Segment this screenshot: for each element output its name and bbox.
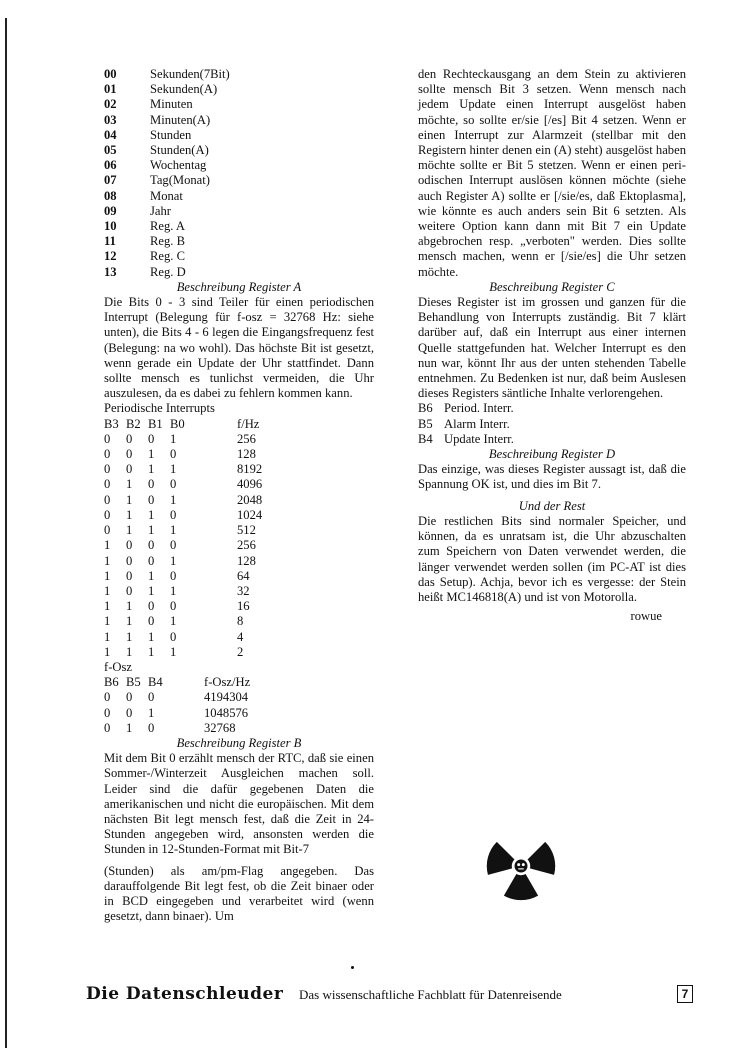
- table-cell: 1: [170, 583, 177, 598]
- register-number: 10: [104, 219, 117, 234]
- table-cell: 1: [126, 507, 133, 522]
- table-cell: 0: [104, 431, 111, 446]
- table-header-cell: B4: [148, 675, 163, 690]
- table-cell: 0: [170, 568, 177, 583]
- table-cell: 0: [104, 720, 111, 735]
- radiation-trefoil-skull-icon: [484, 828, 558, 904]
- table-cell: 0: [148, 720, 155, 735]
- table-cell: 0: [170, 599, 177, 614]
- table-cell: 1: [148, 447, 155, 462]
- table-cell: 0: [104, 690, 111, 705]
- register-row: [104, 173, 374, 188]
- table-cell: 0: [148, 431, 155, 446]
- register-name: Reg. C: [150, 249, 185, 264]
- table-cell: 1: [126, 599, 133, 614]
- register-row: [104, 219, 374, 234]
- register-name: Jahr: [150, 203, 171, 218]
- register-number: 09: [104, 203, 117, 218]
- register-number: 00: [104, 67, 117, 81]
- table-cell: 0: [126, 447, 133, 462]
- register-c-bits: [418, 401, 686, 447]
- table-cell: 0: [126, 583, 133, 598]
- register-row: [104, 82, 374, 97]
- register-list: [104, 67, 374, 280]
- table-cell: 0: [104, 507, 111, 522]
- register-number: 11: [104, 234, 116, 249]
- table-cell: 1: [104, 538, 111, 553]
- page-margin-rule: [5, 18, 7, 1048]
- table-cell: 0: [126, 431, 133, 446]
- table-cell: 1: [148, 523, 155, 538]
- register-number: 01: [104, 82, 117, 97]
- register-name: Minuten(A): [150, 112, 211, 127]
- table-cell: 0: [170, 629, 177, 644]
- table-cell: 4096: [237, 477, 263, 492]
- register-name: Monat: [150, 188, 183, 203]
- table-cell: 16: [237, 599, 250, 614]
- register-row: [104, 67, 374, 82]
- periodic-interrupts-table: [104, 417, 374, 660]
- table-cell: 1: [126, 614, 133, 629]
- table-cell: 1024: [237, 507, 263, 522]
- table-cell: 0: [148, 553, 155, 568]
- stray-dot: [351, 966, 354, 969]
- register-number: 08: [104, 188, 117, 203]
- interrupt-flag-row: [418, 417, 686, 432]
- register-d-text: Das einzige, was dieses Register aussagt ist, daß die Spannung OK ist, und dies im Bit 7.: [418, 462, 686, 492]
- table-cell: 0: [126, 705, 133, 720]
- table-cell: 256: [237, 538, 256, 553]
- table-header-cell: f-Osz/Hz: [204, 675, 251, 690]
- table-cell: 0: [148, 690, 155, 705]
- table-cell: 1: [170, 462, 177, 477]
- table-header-cell: f/Hz: [237, 416, 260, 431]
- table-cell: 0: [170, 538, 177, 553]
- table-cell: 0: [170, 477, 177, 492]
- table-header-cell: B5: [126, 675, 141, 690]
- table-cell: 1: [148, 629, 155, 644]
- register-name: Tag(Monat): [150, 173, 210, 188]
- author-signature: rowue: [630, 609, 662, 624]
- table-cell: 8: [237, 614, 244, 629]
- table-cell: 64: [237, 568, 250, 583]
- flag-bit: B5: [418, 416, 433, 431]
- table-cell: 1: [148, 705, 155, 720]
- register-c-text: Dieses Register ist im grossen und ganzen für die Behandlung von Interrupts zuständig. Bit 7 klärt darüber auf, daß ein Interrupt aus einer internen Quelle stattgefunden hat. Welcher Interrupt es den nun war, könnt Ihr aus der unten stehenden Tabelle entnehmen. Zu Bedenken ist nur, daß beim Auslesen dieses Registers säntliche Inhalte verlorengehen.: [418, 295, 686, 401]
- table-cell: 1: [170, 492, 177, 507]
- register-name: Stunden(A): [150, 143, 209, 158]
- table-cell: 0: [148, 614, 155, 629]
- table-cell: 1: [148, 568, 155, 583]
- flag-label: Period. Interr.: [444, 401, 514, 416]
- register-name: Sekunden(A): [150, 82, 218, 97]
- table-cell: 1: [170, 553, 177, 568]
- table-cell: 4194304: [204, 690, 249, 705]
- table-cell: 8192: [237, 462, 263, 477]
- table-cell: 256: [237, 431, 256, 446]
- table-cell: 0: [148, 599, 155, 614]
- table-cell: 0: [170, 507, 177, 522]
- register-row: [104, 234, 374, 249]
- register-row: [104, 143, 374, 158]
- table-cell: 1: [126, 720, 133, 735]
- publication-tagline: Das wissenschaftliche Fachblatt für Datenreisende: [299, 987, 562, 1002]
- table-cell: 1048576: [204, 705, 249, 720]
- register-b-text-part2: (Stunden) als am/pm-Flag angegeben. Das darauffolgende Bit legt fest, ob die Zeit binaer oder in BCD eingegeben und verarbeitet wird (wenn gesetzt, dann binaer). Um: [104, 863, 374, 924]
- register-name: Stunden: [150, 127, 192, 142]
- register-name: Reg. A: [150, 219, 185, 234]
- table-cell: 1: [104, 553, 111, 568]
- table-cell: 0: [126, 568, 133, 583]
- right-column: [418, 67, 686, 624]
- register-row: [104, 204, 374, 219]
- table-cell: 0: [170, 447, 177, 462]
- table-cell: 0: [126, 462, 133, 477]
- osz-title: f-Osz: [104, 659, 132, 674]
- register-row: [104, 249, 374, 264]
- register-row: [104, 265, 374, 280]
- table-cell: 2048: [237, 492, 263, 507]
- register-number: 02: [104, 97, 117, 112]
- register-number: 03: [104, 112, 117, 127]
- page-number: 7: [677, 985, 693, 1003]
- register-number: 13: [104, 264, 117, 279]
- register-b-text-part1: Mit dem Bit 0 erzählt mensch der RTC, daß sie einen Sommer-/Winterzeit Ausgleichen machen soll. Leider sind die dafür gegebenen Daten die amerikanischen und nicht die europäischen. Mit dem nächsten Bit legt mensch fest, daß die Zeit in 24-Stunden angegeben wird, ansonsten werden die Stunden in 12-Stunden-Format mit Bit-7: [104, 751, 374, 857]
- register-a-text: Die Bits 0 - 3 sind Teiler für einen periodischen Interrupt (Belegung für f-osz = 32768 Hz: siehe unten), die Bits 4 - 6 legen die Eingangsfrequenz fest (Belegung: na wo wohl). Das höchste Bit ist gesetzt, wenn gerade ein Update der Uhr stattfindet. Dann sollte mensch es tunlichst vermeiden, die Uhr auszulesen, da es dabei zu fehlern kommen kann.: [104, 295, 374, 401]
- table-cell: 1: [104, 644, 111, 659]
- table-header-cell: B1: [148, 416, 163, 431]
- register-name: Reg. B: [150, 234, 185, 249]
- table-header-cell: B0: [170, 416, 185, 431]
- table-cell: 0: [148, 538, 155, 553]
- register-number: 04: [104, 127, 117, 142]
- interrupt-flag-row: [418, 401, 686, 416]
- register-row: [104, 158, 374, 173]
- table-cell: 0: [126, 690, 133, 705]
- register-number: 07: [104, 173, 117, 188]
- table-cell: 0: [126, 553, 133, 568]
- table-cell: 1: [104, 629, 111, 644]
- table-cell: 0: [104, 462, 111, 477]
- table-cell: 1: [126, 644, 133, 659]
- table-cell: 1: [170, 644, 177, 659]
- table-cell: 1: [170, 431, 177, 446]
- table-cell: 1: [148, 462, 155, 477]
- register-a-heading: Beschreibung Register A: [176, 279, 302, 294]
- flag-label: Update Interr.: [444, 431, 514, 446]
- table-cell: 1: [148, 644, 155, 659]
- table-cell: 1: [170, 614, 177, 629]
- table-cell: 1: [104, 583, 111, 598]
- table-cell: 1: [104, 614, 111, 629]
- register-number: 12: [104, 249, 117, 264]
- table-header-cell: B3: [104, 416, 119, 431]
- flag-bit: B4: [418, 431, 433, 446]
- table-cell: 1: [104, 568, 111, 583]
- table-cell: 1: [126, 492, 133, 507]
- table-cell: 512: [237, 523, 256, 538]
- table-cell: 0: [148, 492, 155, 507]
- table-cell: 1: [126, 477, 133, 492]
- register-b-heading: Beschreibung Register B: [176, 735, 302, 750]
- table-cell: 1: [126, 523, 133, 538]
- table-cell: 0: [104, 705, 111, 720]
- table-cell: 1: [126, 629, 133, 644]
- register-row: [104, 128, 374, 143]
- table-cell: 0: [148, 477, 155, 492]
- register-row: [104, 189, 374, 204]
- table-cell: 1: [148, 583, 155, 598]
- table-cell: 0: [104, 523, 111, 538]
- table-cell: 4: [237, 629, 244, 644]
- register-row: [104, 113, 374, 128]
- rest-heading: Und der Rest: [518, 498, 586, 513]
- page-footer: [86, 984, 696, 1008]
- table-header-cell: B6: [104, 675, 119, 690]
- publication-brand: Die Datenschleuder: [86, 984, 284, 1004]
- table-cell: 32768: [204, 720, 236, 735]
- table-cell: 1: [148, 507, 155, 522]
- table-cell: 1: [104, 599, 111, 614]
- table-cell: 128: [237, 447, 256, 462]
- osz-table: [104, 675, 374, 736]
- table-cell: 0: [126, 538, 133, 553]
- register-number: 06: [104, 158, 117, 173]
- register-d-heading: Beschreibung Register D: [488, 447, 616, 462]
- register-c-heading: Beschreibung Register C: [489, 279, 615, 294]
- flag-bit: B6: [418, 401, 433, 416]
- table-cell: 32: [237, 583, 250, 598]
- register-number: 05: [104, 143, 117, 158]
- register-name: Wochentag: [150, 158, 207, 173]
- register-b-continued: den Rechteckausgang an dem Stein zu aktivieren sollte mensch Bit 3 setzen. Wenn mensch nach jedem Update einen Interrupt ausgelöst haben möchte, so sollte er/sie [/es] Bit 4 setzen. Wenn er einen Interrupt zur Alarmzeit (stellbar mit den Registern hinter denen ein (A) steht) ausgelöst haben möchte sollte er Bit 5 stetzen. Wenn er einen periodischen Interrupt auslösen können möchte (siehe auch Register A) sollte er [/sie/es, daß Ektoplasma], wie könnte es auch anders sein Bit 6 setzten. Als weitere Option kann dann mit Bit 7 ein Update abgebrochen resp. „verboten" werden. Dies sollte mensch machen, wenn er [/sie/es] die Uhr setzen möchte.: [418, 67, 686, 279]
- table-header-cell: B2: [126, 416, 141, 431]
- register-name: Sekunden(7Bit): [150, 67, 230, 81]
- table-cell: 128: [237, 553, 256, 568]
- table-cell: 0: [104, 447, 111, 462]
- register-name: Reg. D: [150, 264, 186, 279]
- table-cell: 2: [237, 644, 244, 659]
- register-name: Minuten: [150, 97, 193, 112]
- left-column: [104, 67, 374, 924]
- rest-text: Die restlichen Bits sind normaler Speicher, und können, da es unratsam ist, die Uhr abzuschalten zum Speichern von Daten verwendet werden, die länger verwendet werden sollen (im PC-AT ist dies das Setup). Achja, bevor ich es vergesse: der Stein heißt MC146818(A) und ist von Motorolla.: [418, 513, 686, 604]
- periodic-title: Periodische Interrupts: [104, 401, 215, 416]
- register-row: [104, 97, 374, 112]
- table-cell: 0: [104, 492, 111, 507]
- table-cell: 1: [170, 523, 177, 538]
- table-cell: 0: [104, 477, 111, 492]
- flag-label: Alarm Interr.: [444, 416, 510, 431]
- interrupt-flag-row: [418, 432, 686, 447]
